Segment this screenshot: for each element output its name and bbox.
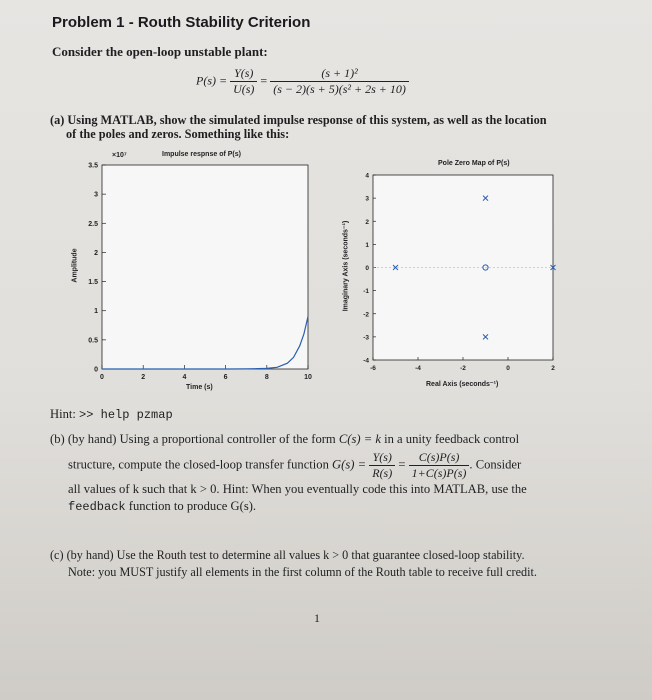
impulse-ytick-label: 1.5 [88, 279, 98, 287]
part-b-line-3: all values of k such that k > 0. Hint: When you eventually code this into MATLAB, use the [68, 482, 527, 496]
pz-ytick-label: 4 [365, 172, 369, 180]
pz-xtick-label: 0 [506, 365, 510, 372]
pz-plot-svg [338, 165, 578, 390]
part-b-fraction-1-num: Y(s) [369, 450, 395, 466]
pz-ytick-label: 0 [365, 265, 369, 272]
pz-ytick-label: 3 [365, 195, 369, 203]
pz-xlabel: Real Axis (seconds⁻¹) [426, 381, 499, 388]
impulse-ytick-label: 0.5 [88, 337, 98, 345]
part-b-fraction-2 [409, 450, 470, 481]
pz-xtick-label: -2 [460, 365, 466, 372]
pz-ytick-label: -3 [363, 334, 369, 342]
impulse-ylabel: Amplitude [71, 248, 79, 283]
impulse-axes-box [102, 165, 308, 369]
pz-xtick-label: -4 [415, 365, 421, 372]
part-b-fraction-1-den: R(s) [372, 466, 393, 480]
impulse-ytick-label: 0 [94, 366, 98, 374]
impulse-xtick-label: 0 [100, 374, 104, 381]
part-b-gs: G(s) = [332, 457, 367, 472]
pz-xtick-label: 2 [551, 365, 555, 372]
part-b-fraction-2-num: C(s)P(s) [409, 450, 470, 466]
hint-label: Hint: [50, 407, 76, 421]
problem-title: Problem 1 - Routh Stability Criterion [52, 14, 311, 31]
impulse-title: Impulse respnse of P(s) [162, 151, 241, 158]
impulse-xtick-label: 8 [264, 374, 269, 381]
part-b-line-1c: in a unity feedback control [380, 432, 520, 446]
part-b-equals: = [398, 457, 406, 472]
impulse-xtick-label: 6 [223, 374, 228, 381]
equation-equals: = [260, 73, 268, 88]
impulse-plot-svg [70, 155, 330, 400]
part-b-line-2 [68, 450, 521, 481]
pz-ytick-label: 1 [365, 241, 369, 249]
part-b-line-2a: structure, compute the closed-loop transfer function [68, 457, 333, 472]
part-a-line-1: (a) Using MATLAB, show the simulated impulse response of this system, as well as the location [50, 113, 547, 127]
impulse-ytick-label: 2.5 [88, 220, 98, 228]
impulse-ytick-label: 3 [94, 191, 98, 199]
intro-text: Consider the open-loop unstable plant: [52, 44, 268, 59]
equation-fraction-2-den: (s − 2)(s + 5)(s² + 2s + 10) [273, 82, 406, 96]
equation-fraction-1-den: U(s) [233, 82, 255, 96]
part-c-line-1: (c) (by hand) Use the Routh test to determine all values k > 0 that guarantee closed-loop stability. [50, 548, 525, 562]
part-b-fraction-1 [369, 450, 395, 481]
impulse-xlabel: Time (s) [186, 384, 213, 391]
equation-fraction-2 [270, 66, 409, 97]
impulse-ytick-label: 2 [94, 249, 98, 257]
plant-equation [196, 66, 409, 97]
equation-fraction-2-num: (s + 1)² [270, 66, 409, 82]
impulse-xtick-label: 10 [304, 374, 312, 381]
pz-xtick-label: -6 [370, 365, 376, 372]
impulse-multiplier: ×10⁷ [112, 152, 127, 159]
part-a-line-2: of the poles and zeros. Something like this: [66, 127, 290, 141]
feedback-code: feedback [68, 500, 126, 514]
pz-ytick-label: -4 [363, 357, 369, 365]
hint-line [50, 407, 173, 422]
part-b-line-1 [50, 432, 519, 447]
part-b-controller: C(s) = k [338, 432, 381, 446]
part-b-line-4b: function to produce G(s). [125, 499, 257, 513]
pz-ytick-label: 2 [365, 218, 369, 226]
impulse-ytick-label: 1 [94, 308, 98, 316]
impulse-xtick-label: 4 [182, 374, 187, 381]
equation-fraction-1-num: Y(s) [230, 66, 257, 82]
equation-lhs: P(s) = [196, 73, 228, 88]
pz-ytick-label: -1 [363, 288, 369, 296]
impulse-ytick-label: 3.5 [88, 162, 98, 170]
pz-ytick-label: -2 [363, 311, 369, 319]
part-b-line-2c: . Consider [469, 457, 522, 472]
pz-title: Pole Zero Map of P(s) [438, 160, 510, 167]
impulse-xtick-label: 2 [141, 374, 146, 381]
part-c-line-2: Note: you MUST justify all elements in the first column of the Routh table to receive full credit. [68, 565, 537, 579]
part-b-line-1a: (b) (by hand) Using a proportional controller of the form [50, 432, 339, 446]
page-number: 1 [314, 611, 320, 625]
equation-fraction-1 [230, 66, 257, 97]
hint-code: >> help pzmap [79, 408, 173, 422]
pz-ylabel: Imaginary Axis (seconds⁻¹) [342, 220, 350, 312]
part-b-line-4 [68, 499, 256, 514]
part-b-fraction-2-den: 1+C(s)P(s) [411, 466, 467, 480]
